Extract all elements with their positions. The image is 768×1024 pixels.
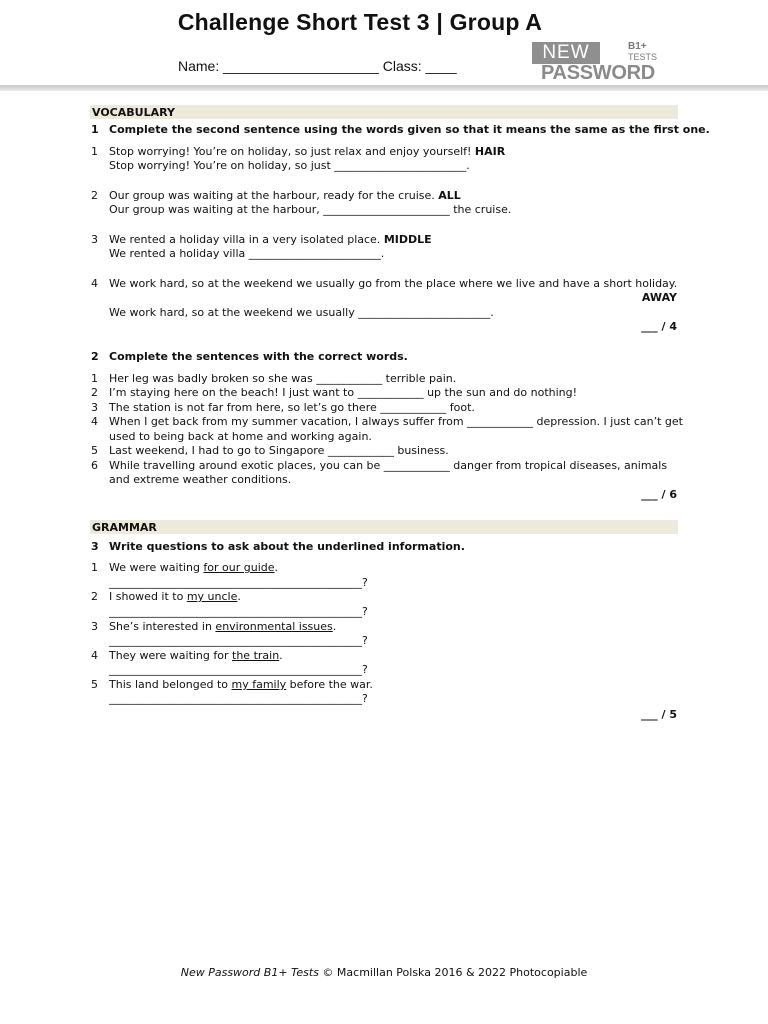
header-divider (0, 85, 768, 91)
underlined-phrase: environmental issues (215, 620, 333, 633)
item-text: Our group was waiting at the harbour, ready for the cruise. (109, 189, 435, 202)
item-sentence: We were waiting for our guide. (109, 561, 279, 574)
item-keyword: ALL (438, 189, 461, 202)
item-number: 2 (91, 590, 98, 603)
item-keyword: HAIR (474, 145, 506, 158)
item-number: 4 (91, 649, 98, 662)
logo-new: NEW (532, 42, 600, 64)
item-number: 1 (91, 145, 98, 158)
item-text: Last weekend, I had to go to Singapore ____________ business. (109, 444, 449, 457)
item-number: 3 (91, 401, 98, 414)
item-number: 4 (91, 415, 98, 428)
item-number: 3 (91, 233, 98, 246)
item-text: Stop worrying! You’re on holiday, so just relax and enjoy yourself! (109, 145, 472, 158)
item-text-continued: and extreme weather conditions. (109, 473, 292, 486)
item-text: While travelling around exotic places, you can be ____________ danger from tropical diseases, animals (109, 459, 668, 472)
item-answer-line: We rented a holiday villa ________________________. (109, 247, 385, 260)
item-answer-line: Stop worrying! You’re on holiday, so just ________________________. (109, 159, 470, 172)
logo-password: PASSWORD (541, 62, 655, 84)
item-number: 1 (91, 561, 98, 574)
exercise-instruction: Write questions to ask about the underlined information. (109, 540, 465, 553)
item-sentence: They were waiting for the train. (109, 649, 283, 662)
exercise-instruction: Complete the second sentence using the words given so that it means the same as the first one. (109, 123, 710, 136)
item-text: The station is not far from here, so let’s go there ____________ foot. (109, 401, 475, 414)
new-password-logo (532, 42, 666, 84)
item-sentence (109, 189, 461, 204)
logo-level: B1+ (628, 41, 647, 52)
logo-level-sub: TESTS (628, 52, 658, 62)
footer-copyright: © Macmillan Polska 2016 & 2022 Photocopiable (318, 966, 588, 979)
underlined-phrase: for our guide (203, 561, 275, 574)
item-text: We work hard, so at the weekend we usually go from the place where we live and have a short holiday. (109, 277, 678, 290)
item-number: 4 (91, 277, 98, 290)
item-number: 5 (91, 678, 98, 691)
underlined-phrase: my uncle (186, 590, 238, 603)
answer-line: ______________________________________________? (109, 663, 368, 676)
item-answer-line: We work hard, so at the weekend we usually ________________________. (109, 306, 494, 319)
item-text: When I get back from my summer vacation, I always suffer from ____________ depression. I just can’t get (109, 415, 683, 428)
underlined-phrase: my family (231, 678, 287, 691)
name-class-fields: Name: ____________________ Class: ____ (178, 58, 457, 74)
exercise-instruction: Complete the sentences with the correct words. (109, 350, 408, 363)
item-keyword: AWAY (641, 291, 677, 304)
answer-line: ______________________________________________? (109, 634, 368, 647)
score-box: ___ / 4 (641, 320, 677, 333)
item-text: Her leg was badly broken so she was ____________ terrible pain. (109, 372, 457, 385)
item-text-continued: used to being back at home and working again. (109, 430, 372, 443)
item-keyword: MIDDLE (383, 233, 432, 246)
item-sentence (109, 145, 505, 160)
exercise-number: 2 (91, 350, 99, 363)
page-title: Challenge Short Test 3 | Group A (177, 9, 543, 35)
answer-line: ______________________________________________? (109, 692, 368, 705)
exercise-number: 1 (91, 123, 99, 136)
item-text: I’m staying here on the beach! I just want to ____________ up the sun and do nothing! (109, 386, 578, 399)
footer-book-title: New Password B1+ Tests (180, 966, 319, 979)
item-number: 5 (91, 444, 98, 457)
answer-line: ______________________________________________? (109, 605, 368, 618)
footer (0, 966, 768, 979)
item-sentence: I showed it to my uncle. (109, 590, 241, 603)
item-sentence: This land belonged to my family before the war. (109, 678, 373, 691)
item-sentence: She’s interested in environmental issues. (109, 620, 337, 633)
score-box: ___ / 5 (641, 708, 677, 721)
item-number: 1 (91, 372, 98, 385)
item-text: We rented a holiday villa in a very isolated place. (109, 233, 381, 246)
item-sentence (109, 233, 432, 248)
section-heading-vocabulary: VOCABULARY (90, 105, 678, 119)
item-number: 2 (91, 386, 98, 399)
section-heading-grammar: GRAMMAR (90, 520, 678, 534)
score-box: ___ / 6 (641, 488, 677, 501)
item-number: 6 (91, 459, 98, 472)
exercise-number: 3 (91, 540, 99, 553)
item-number: 3 (91, 620, 98, 633)
answer-line: ______________________________________________? (109, 576, 368, 589)
item-answer-line: Our group was waiting at the harbour, _______________________ the cruise. (109, 203, 512, 216)
underlined-phrase: the train (232, 649, 280, 662)
item-number: 2 (91, 189, 98, 202)
